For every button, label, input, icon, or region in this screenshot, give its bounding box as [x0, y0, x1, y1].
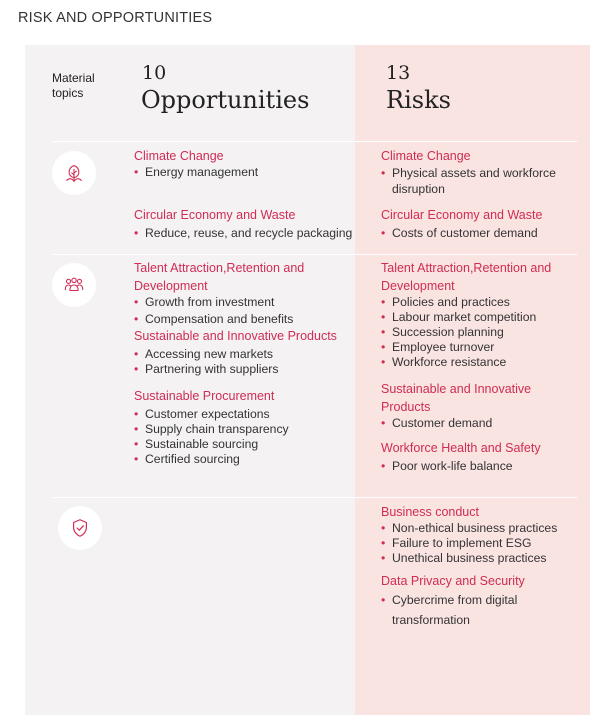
shield-check-icon: [58, 506, 102, 550]
item-list: [134, 407, 362, 467]
section-divider: [52, 497, 577, 498]
list-item: • Costs of customer demand: [381, 226, 581, 241]
leaf-circle-icon: [52, 151, 96, 195]
item-list: [381, 295, 581, 370]
list-item: • Certified sourcing: [134, 452, 362, 467]
category-title: Climate Change: [134, 149, 224, 163]
list-item: • Unethical business practices: [381, 551, 581, 566]
opportunity-block: [134, 327, 359, 377]
risk-block: [381, 147, 571, 197]
list-item: • Employee turnover: [381, 340, 581, 355]
item-list: [134, 226, 359, 241]
item-list: [381, 590, 531, 630]
opportunity-block: [134, 387, 362, 467]
list-item: • Non-ethical business practices: [381, 521, 581, 536]
category-title: Circular Economy and Waste: [381, 208, 543, 222]
list-item: • Succession planning: [381, 325, 581, 340]
page-title: RISK AND OPPORTUNITIES: [18, 10, 213, 26]
category-title: Sustainable and Innovative Products: [134, 329, 337, 343]
category-title: Talent Attraction,Retention and Development: [134, 261, 305, 293]
list-item: • Compensation and benefits: [134, 312, 334, 327]
risk-block: [381, 572, 531, 630]
item-list: [134, 165, 362, 180]
item-list: [381, 165, 571, 197]
item-list: [381, 226, 581, 241]
list-item: • Cybercrime from digital transformation: [381, 590, 531, 630]
list-item: • Physical assets and workforce disruption: [381, 165, 571, 197]
list-item: • Customer demand: [381, 416, 551, 431]
list-item: • Labour market competition: [381, 310, 581, 325]
risk-block: [381, 259, 581, 370]
opportunity-block: [134, 259, 334, 327]
opportunities-count: 10: [142, 62, 167, 84]
risks-heading: Risks: [386, 86, 451, 114]
people-group-icon: [52, 263, 96, 307]
category-title: Climate Change: [381, 149, 471, 163]
list-item: • Failure to implement ESG: [381, 536, 581, 551]
category-title: Business conduct: [381, 505, 479, 519]
risks-count: 13: [386, 62, 411, 84]
material-label-line-1: Material: [52, 71, 95, 85]
category-title: Talent Attraction,Retention and Development: [381, 261, 552, 293]
opportunity-block: [134, 147, 362, 180]
risk-block: [381, 206, 581, 241]
section-divider: [52, 254, 577, 255]
opportunity-block: [134, 206, 359, 241]
item-list: [134, 295, 334, 327]
list-item: • Policies and practices: [381, 295, 581, 310]
item-list: [381, 521, 581, 566]
list-item: • Reduce, reuse, and recycle packaging: [134, 226, 359, 241]
list-item: • Sustainable sourcing: [134, 437, 362, 452]
item-list: [134, 347, 359, 377]
list-item: • Poor work-life balance: [381, 459, 581, 474]
risk-block: [381, 380, 551, 431]
risk-block: [381, 503, 581, 566]
category-title: Circular Economy and Waste: [134, 208, 296, 222]
category-title: Data Privacy and Security: [381, 574, 525, 588]
item-list: [381, 416, 551, 431]
category-title: Workforce Health and Safety: [381, 441, 541, 455]
item-list: [381, 459, 581, 474]
list-item: • Partnering with suppliers: [134, 362, 359, 377]
list-item: • Growth from investment: [134, 295, 334, 310]
list-item: • Accessing new markets: [134, 347, 359, 362]
list-item: • Energy management: [134, 165, 362, 180]
list-item: • Customer expectations: [134, 407, 362, 422]
material-topics-label: [52, 71, 95, 101]
material-label-line-2: topics: [52, 86, 84, 100]
category-title: Sustainable and Innovative Products: [381, 382, 532, 414]
opportunities-heading: Opportunities: [141, 86, 310, 114]
list-item: • Supply chain transparency: [134, 422, 362, 437]
category-title: Sustainable Procurement: [134, 389, 275, 403]
list-item: • Workforce resistance: [381, 355, 581, 370]
section-divider: [52, 141, 577, 142]
risk-block: [381, 439, 581, 474]
